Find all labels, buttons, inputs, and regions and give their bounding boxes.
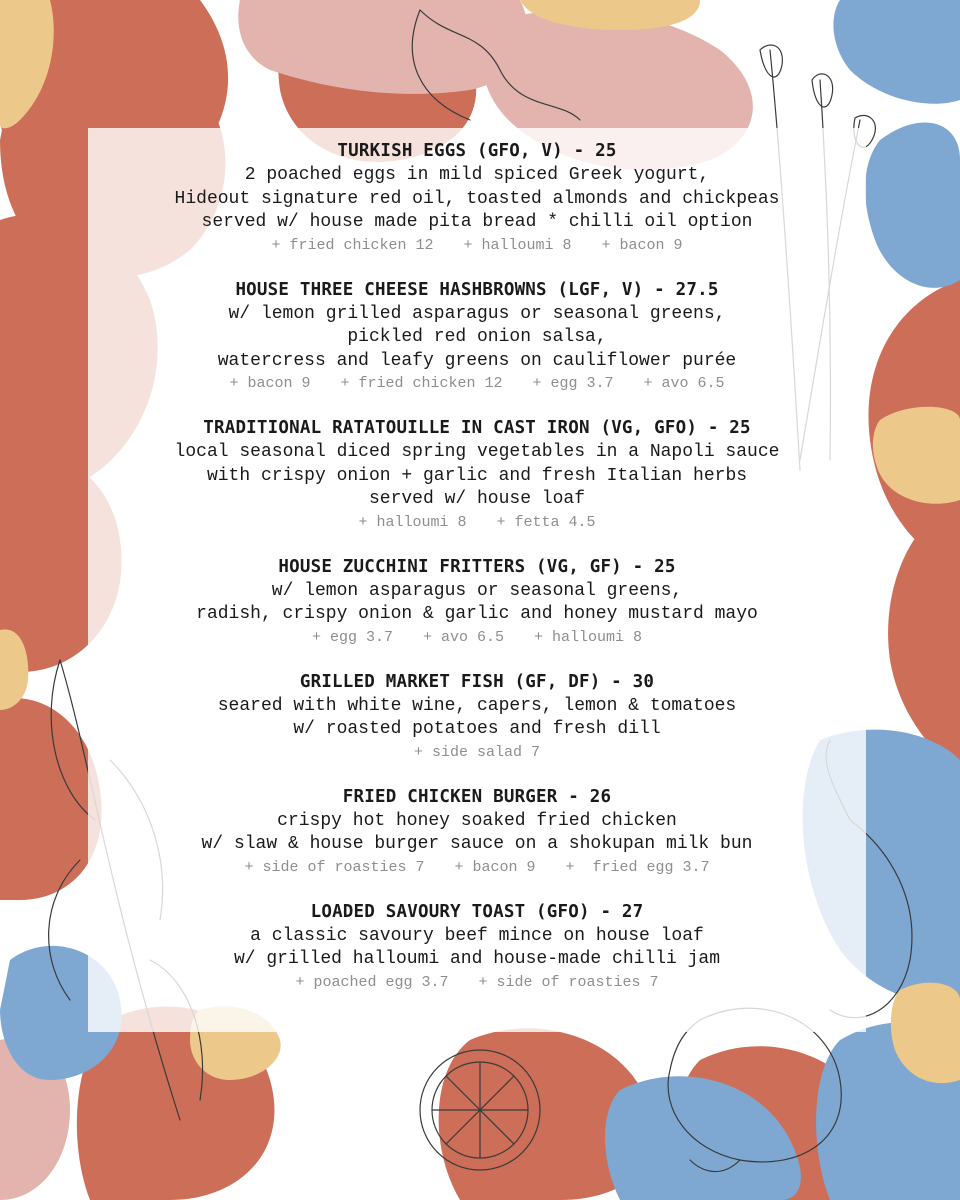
addon: + halloumi 8 <box>358 513 467 531</box>
item-description-line: crispy hot honey soaked fried chicken <box>277 810 677 831</box>
item-addons <box>88 512 866 533</box>
item-addons <box>88 627 866 648</box>
addon: + side salad 7 <box>413 743 541 761</box>
terracotta-petal-left-low <box>0 698 102 900</box>
addon: + bacon 9 <box>601 236 683 254</box>
addon: + fried egg 3.7 <box>565 858 710 876</box>
item-description-line: served w/ house loaf <box>368 489 586 509</box>
item-description-line: radish, crispy onion & garlic and honey mustard mayo <box>196 604 758 624</box>
item-title: LOADED SAVOURY TOAST (GFO) - 27 <box>310 901 644 922</box>
addon: + bacon 9 <box>229 375 311 392</box>
item-description-line: seared with white wine, capers, lemon & tomatoes <box>217 695 737 716</box>
item-description-line: a classic savoury beef mince on house loaf <box>250 925 704 946</box>
item-title: TRADITIONAL RATATOUILLE IN CAST IRON (VG, GFO) - 25 <box>203 418 751 438</box>
item-description-line: w/ lemon asparagus or seasonal greens, <box>271 580 683 601</box>
addon: + fetta 4.5 <box>496 513 596 531</box>
item-description-line: w/ roasted potatoes and fresh dill <box>293 719 661 739</box>
menu-item <box>88 554 866 648</box>
addon: + egg 3.7 <box>532 375 614 392</box>
addon: + side of roasties 7 <box>244 858 425 876</box>
menu-item <box>88 277 866 395</box>
addon: + egg 3.7 <box>311 628 393 646</box>
item-addons <box>88 235 866 256</box>
item-description-line: w/ slaw & house burger sauce on a shokupan milk bun <box>201 834 753 854</box>
blue-petal-right <box>865 123 960 288</box>
menu-item <box>88 669 866 763</box>
addon: + avo 6.5 <box>422 628 504 646</box>
item-addons <box>88 972 866 993</box>
menu-item <box>88 415 866 533</box>
addon: + avo 6.5 <box>643 375 725 392</box>
item-title: FRIED CHICKEN BURGER - 26 <box>342 786 612 807</box>
addon: + fried chicken 12 <box>340 375 503 392</box>
addon: + fried chicken 12 <box>271 236 434 254</box>
item-title: HOUSE ZUCCHINI FRITTERS (VG, GF) - 25 <box>278 556 676 577</box>
item-title: HOUSE THREE CHEESE HASHBROWNS (LGF, V) - 27.5 <box>235 279 719 300</box>
addon: + halloumi 8 <box>534 628 643 646</box>
item-description-line: served w/ house made pita bread * chilli oil option <box>201 212 753 232</box>
item-description-line: local seasonal diced spring vegetables in a Napoli sauce <box>174 442 780 462</box>
addon: + halloumi 8 <box>463 236 572 254</box>
menu-item <box>88 899 866 993</box>
item-description-line: with crispy onion + garlic and fresh Italian herbs <box>206 465 748 486</box>
item-addons <box>88 857 866 878</box>
item-description-line: w/ lemon grilled asparagus or seasonal greens, <box>228 303 726 324</box>
menu-item <box>88 784 866 878</box>
item-description-line: 2 poached eggs in mild spiced Greek yogurt, <box>244 165 710 185</box>
addon: + bacon 9 <box>454 858 536 876</box>
terracotta-petal-right-mid <box>888 500 960 770</box>
item-title: TURKISH EGGS (GFO, V) - 25 <box>337 141 617 161</box>
menu-item <box>88 138 866 256</box>
item-description-line: Hideout signature red oil, toasted almonds and chickpeas <box>174 188 780 209</box>
menu-list <box>88 138 866 993</box>
blue-petal-top-right <box>833 0 960 104</box>
item-description-line: w/ grilled halloumi and house-made chilli jam <box>233 949 721 969</box>
item-description-line: watercress and leafy greens on cauliflower purée <box>217 350 737 371</box>
item-addons <box>88 373 866 394</box>
item-description-line: pickled red onion salsa, <box>347 327 607 347</box>
addon: + poached egg 3.7 <box>295 973 449 991</box>
item-addons <box>88 742 866 763</box>
addon: + side of roasties 7 <box>478 973 659 991</box>
item-title: GRILLED MARKET FISH (GF, DF) - 30 <box>299 671 655 692</box>
